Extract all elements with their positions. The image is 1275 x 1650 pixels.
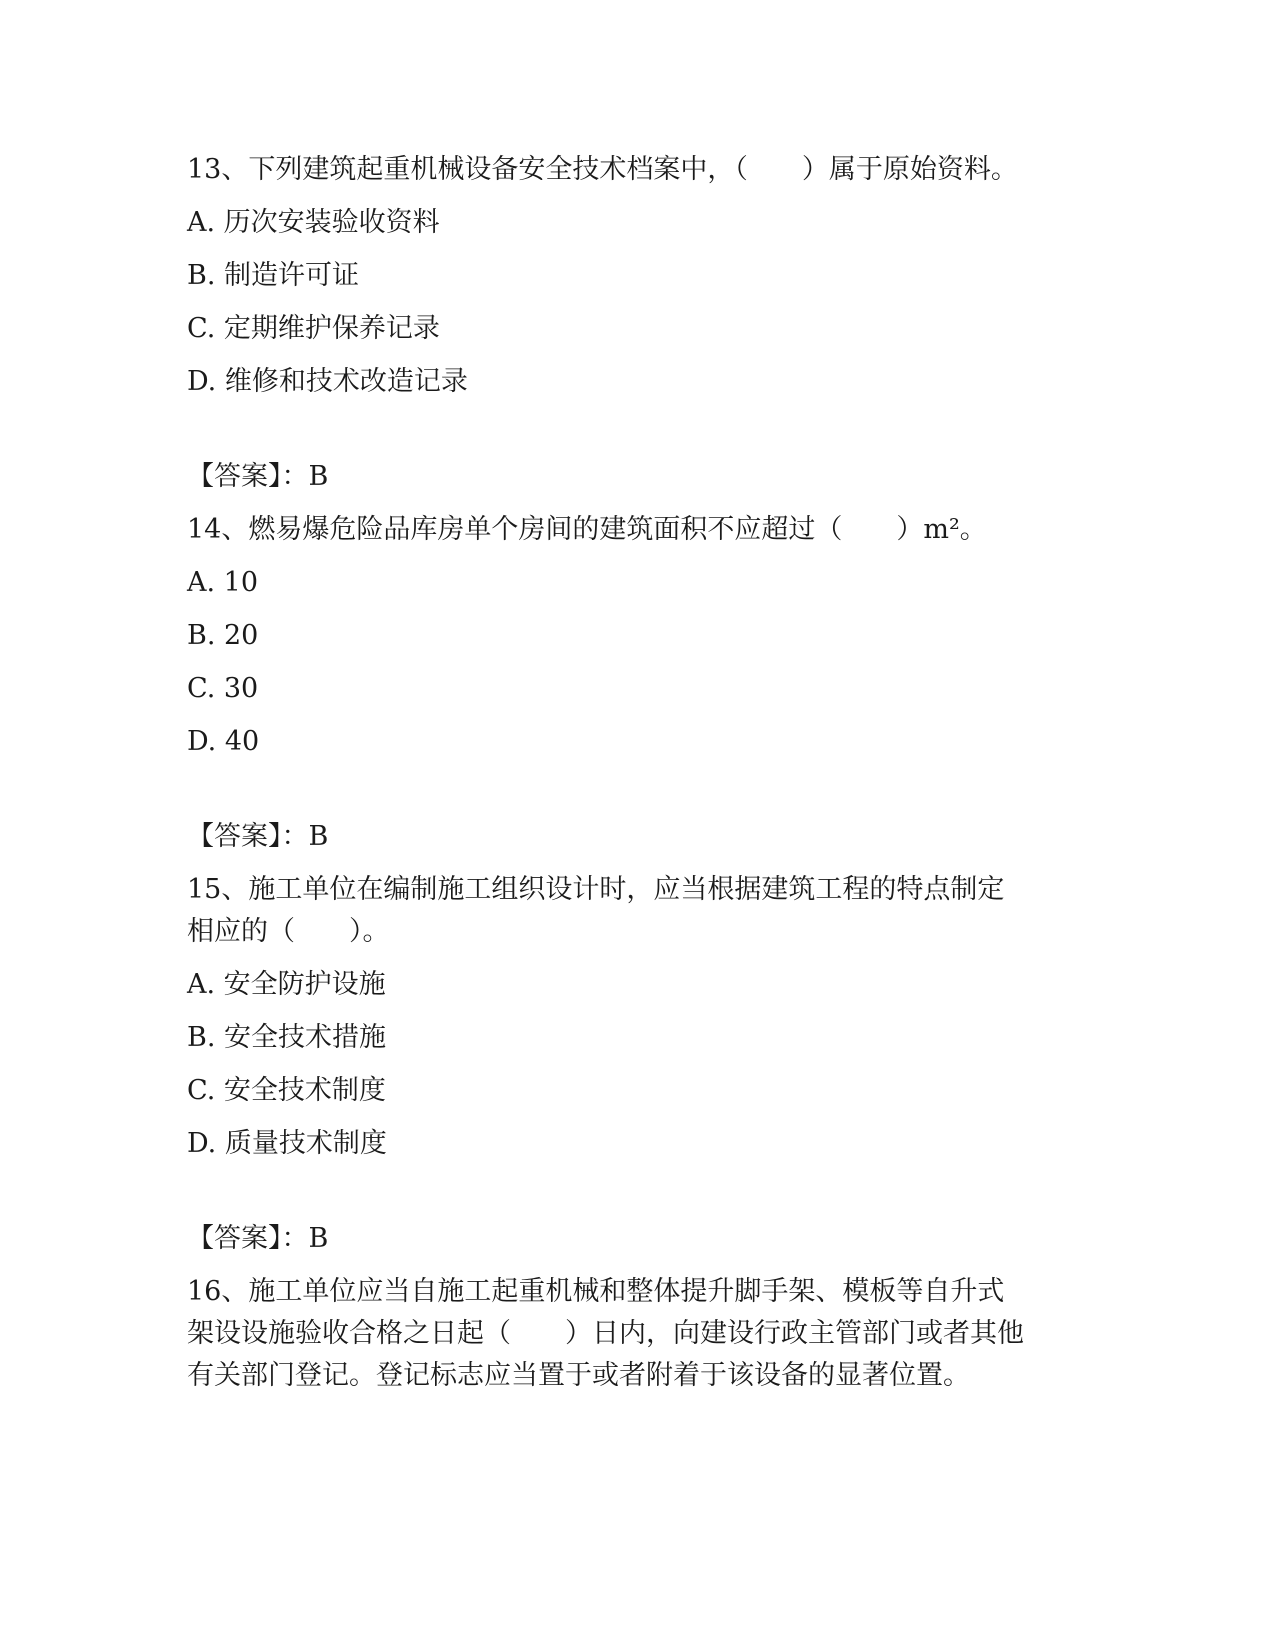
question-14-stem: 14、燃易爆危险品库房单个房间的建筑面积不应超过（ ）m²。: [187, 514, 987, 545]
question-15-option-d: D. 质量技术制度: [187, 1128, 387, 1159]
question-13-answer: 【答案】：B: [187, 461, 329, 492]
question-13-option-d: D. 维修和技术改造记录: [187, 366, 468, 397]
question-13-option-c: C. 定期维护保养记录: [187, 313, 440, 344]
question-15-option-b: B. 安全技术措施: [187, 1022, 387, 1053]
question-15-stem-line-1: 15、施工单位在编制施工组织设计时，应当根据建筑工程的特点制定: [187, 874, 1005, 905]
question-14-option-d: D. 40: [187, 726, 260, 757]
question-15-answer: 【答案】：B: [187, 1223, 329, 1254]
question-15-option-a: A. 安全防护设施: [187, 969, 386, 1000]
question-13-option-a: A. 历次安装验收资料: [187, 207, 440, 238]
question-14-option-a: A. 10: [187, 567, 259, 598]
question-13-option-b: B. 制造许可证: [187, 260, 360, 291]
question-15-stem-line-2: 相应的（ ）。: [187, 916, 390, 947]
question-14-option-c: C. 30: [187, 673, 259, 704]
question-14-option-b: B. 20: [187, 620, 259, 651]
question-16-stem-line-2: 架设设施验收合格之日起（ ）日内，向建设行政主管部门或者其他: [187, 1318, 1024, 1349]
question-16-stem-line-3: 有关部门登记。登记标志应当置于或者附着于该设备的显著位置。: [187, 1360, 970, 1391]
question-13-stem: 13、下列建筑起重机械设备安全技术档案中，（ ）属于原始资料。: [187, 154, 1018, 185]
question-16-stem-line-1: 16、施工单位应当自施工起重机械和整体提升脚手架、模板等自升式: [187, 1276, 1005, 1307]
question-15-option-c: C. 安全技术制度: [187, 1075, 386, 1106]
question-14-answer: 【答案】：B: [187, 821, 329, 852]
